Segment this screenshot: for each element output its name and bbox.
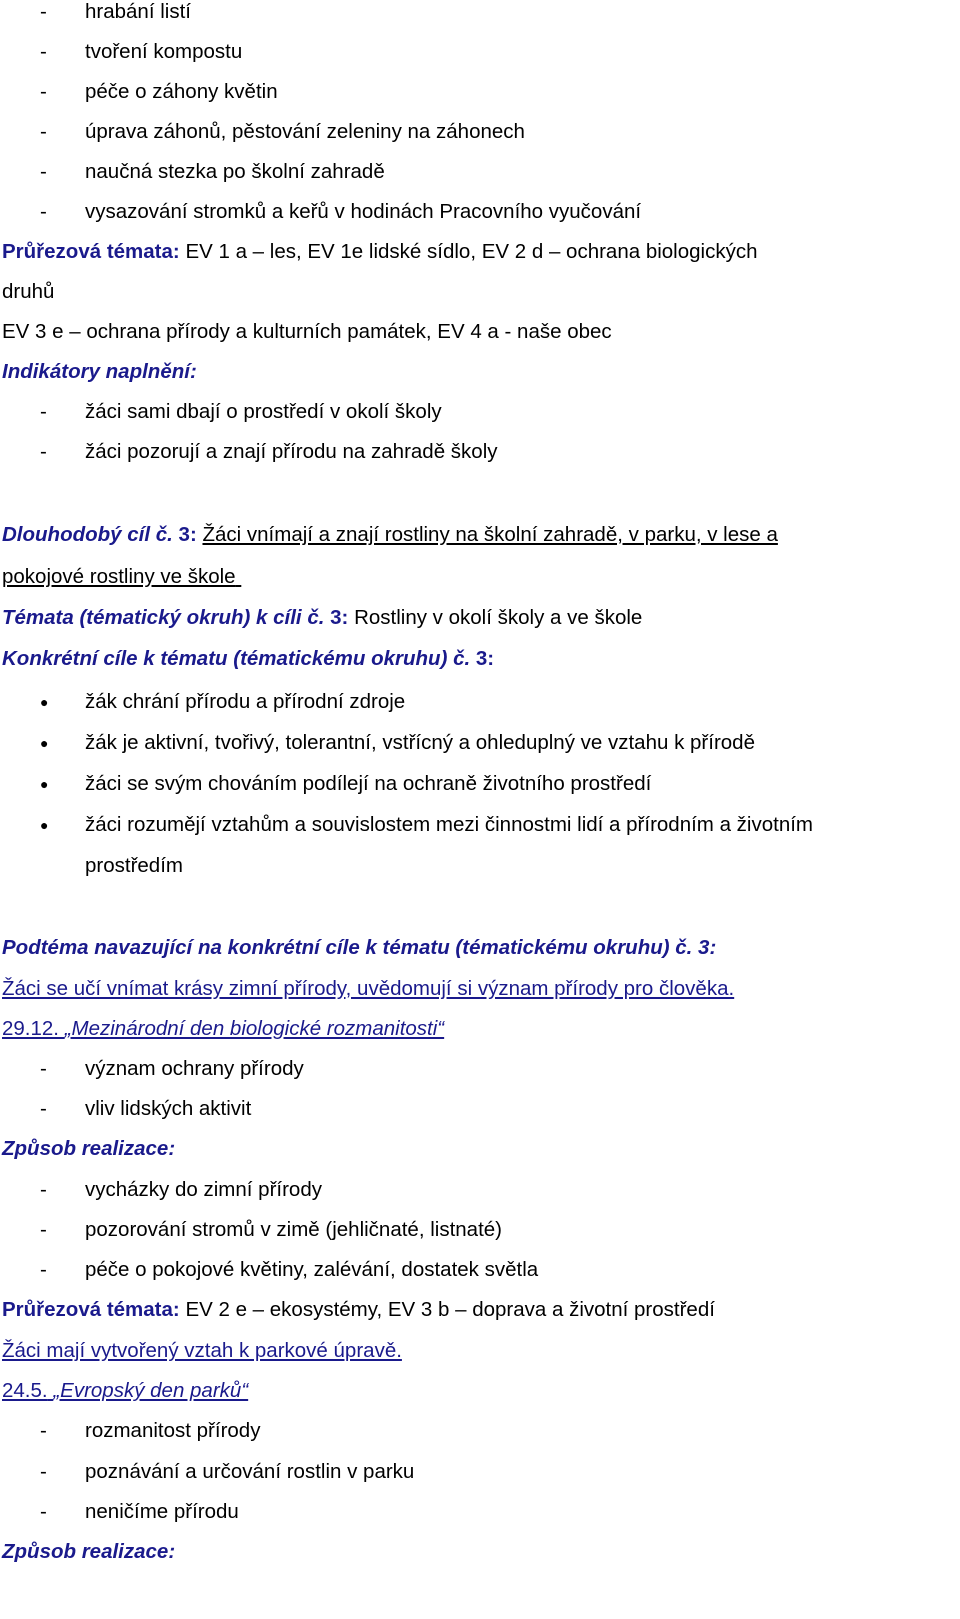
topics-line xyxy=(2,605,642,631)
realization-heading: Způsob realizace: xyxy=(2,1137,176,1160)
topics-label: Témata (tématický okruh) k cíli č. xyxy=(2,606,325,629)
event-name: „Mezinárodní den biologické rozmanitosti“ xyxy=(64,1017,445,1040)
crosscutting-topics-line-3 xyxy=(2,1297,715,1323)
list-item: péče o záhony květin xyxy=(85,80,278,103)
topics-text: Rostliny v okolí školy a ve škole xyxy=(354,606,643,629)
list-item: naučná stezka po školní zahradě xyxy=(85,160,385,183)
park-subtopic-text: Žáci mají vytvořený vztah k parkové úpravě. xyxy=(2,1339,402,1362)
dash-marker: - xyxy=(40,440,47,463)
dash-marker: - xyxy=(40,1218,47,1241)
dash-marker: - xyxy=(40,1500,47,1523)
park-item: poznávání a určování rostlin v parku xyxy=(85,1460,415,1483)
dash-marker: - xyxy=(40,1178,47,1201)
bullet-marker: ● xyxy=(40,817,49,833)
dash-marker: - xyxy=(40,80,47,103)
concrete-goal-item: žáci rozumějí vztahům a souvislostem mezi činnostmi lidí a přírodním a životním xyxy=(85,813,814,836)
concrete-goal-continuation: prostředím xyxy=(85,854,183,877)
indicator-item: žáci pozorují a znají přírodu na zahradě školy xyxy=(85,440,498,463)
dash-marker: - xyxy=(40,1057,47,1080)
bullet-marker: ● xyxy=(40,694,49,710)
dash-marker: - xyxy=(40,0,47,23)
bullet-marker: ● xyxy=(40,735,49,751)
park-event-name: „Evropský den parků“ xyxy=(53,1379,249,1402)
dash-marker: - xyxy=(40,1097,47,1120)
realization-heading-2: Způsob realizace: xyxy=(2,1540,176,1563)
subtopic-text: Žáci se učí vnímat krásy zimní přírody, uvědomují si význam přírody pro člověka. xyxy=(2,977,735,1000)
dash-marker: - xyxy=(40,40,47,63)
crosscutting-topics-text-2: EV 2 e – ekosystémy, EV 3 b – doprava a životní prostředí xyxy=(185,1298,715,1321)
park-item: rozmanitost přírody xyxy=(85,1419,261,1442)
long-term-goal-text-2: pokojové rostliny ve škole xyxy=(2,565,236,588)
dash-marker: - xyxy=(40,120,47,143)
underline-spacer xyxy=(236,564,312,590)
indicators-heading: Indikátory naplnění: xyxy=(2,360,197,383)
subtopic-heading: Podtéma navazující na konkrétní cíle k tématu (tématickému okruhu) č. 3: xyxy=(2,936,717,959)
crosscutting-topics-continuation: druhů xyxy=(2,280,55,303)
dash-marker: - xyxy=(40,1258,47,1281)
concrete-goal-item: žák chrání přírodu a přírodní zdroje xyxy=(85,690,406,713)
event-date: 29.12. xyxy=(2,1017,59,1040)
dash-marker: - xyxy=(40,160,47,183)
long-term-goal-continuation xyxy=(2,564,312,590)
crosscutting-topics-label-2: Průřezová témata: xyxy=(2,1298,180,1321)
crosscutting-topics-line-2: EV 3 e – ochrana přírody a kulturních památek, EV 4 a - naše obec xyxy=(2,320,612,343)
bullet-marker: ● xyxy=(40,776,49,792)
concrete-goals-label: Konkrétní cíle k tématu (tématickému okruhu) č. xyxy=(2,647,471,670)
long-term-goal-text: Žáci vnímají a znají rostliny na školní zahradě, v parku, v lese a xyxy=(202,523,778,546)
crosscutting-topics-label: Průřezová témata: xyxy=(2,240,180,263)
long-term-goal-line xyxy=(2,522,778,548)
subtopic-item: význam ochrany přírody xyxy=(85,1057,304,1080)
subtopic-item: vliv lidských aktivit xyxy=(85,1097,252,1120)
dash-marker: - xyxy=(40,1419,47,1442)
realization-item: péče o pokojové květiny, zalévání, dostatek světla xyxy=(85,1258,539,1281)
park-event-line xyxy=(2,1378,248,1404)
list-item: úprava záhonů, pěstování zeleniny na záhonech xyxy=(85,120,525,143)
dash-marker: - xyxy=(40,400,47,423)
realization-item: vycházky do zimní přírody xyxy=(85,1178,322,1201)
dash-marker: - xyxy=(40,200,47,223)
indicator-item: žáci sami dbají o prostředí v okolí školy xyxy=(85,400,442,423)
concrete-goal-item: žáci se svým chováním podílejí na ochraně životního prostředí xyxy=(85,772,652,795)
list-item: vysazování stromků a keřů v hodinách Pracovního vyučování xyxy=(85,200,642,223)
event-line xyxy=(2,1016,444,1042)
list-item: tvoření kompostu xyxy=(85,40,243,63)
long-term-goal-number: 3: xyxy=(178,523,197,546)
realization-item: pozorování stromů v zimě (jehličnaté, listnaté) xyxy=(85,1218,503,1241)
list-item: hrabání listí xyxy=(85,0,191,23)
park-event-date: 24.5. xyxy=(2,1379,48,1402)
concrete-goal-item: žák je aktivní, tvořivý, tolerantní, vstřícný a ohleduplný ve vztahu k přírodě xyxy=(85,731,755,754)
concrete-goals-number: 3: xyxy=(475,647,495,670)
topics-number: 3: xyxy=(330,606,349,629)
dash-marker: - xyxy=(40,1460,47,1483)
park-item: neničíme přírodu xyxy=(85,1500,239,1523)
crosscutting-topics-line xyxy=(2,239,758,265)
concrete-goals-heading xyxy=(2,646,494,672)
crosscutting-topics-text: EV 1 a – les, EV 1e lidské sídlo, EV 2 d – ochrana biologických xyxy=(185,240,758,263)
long-term-goal-label: Dlouhodobý cíl č. xyxy=(2,523,173,546)
